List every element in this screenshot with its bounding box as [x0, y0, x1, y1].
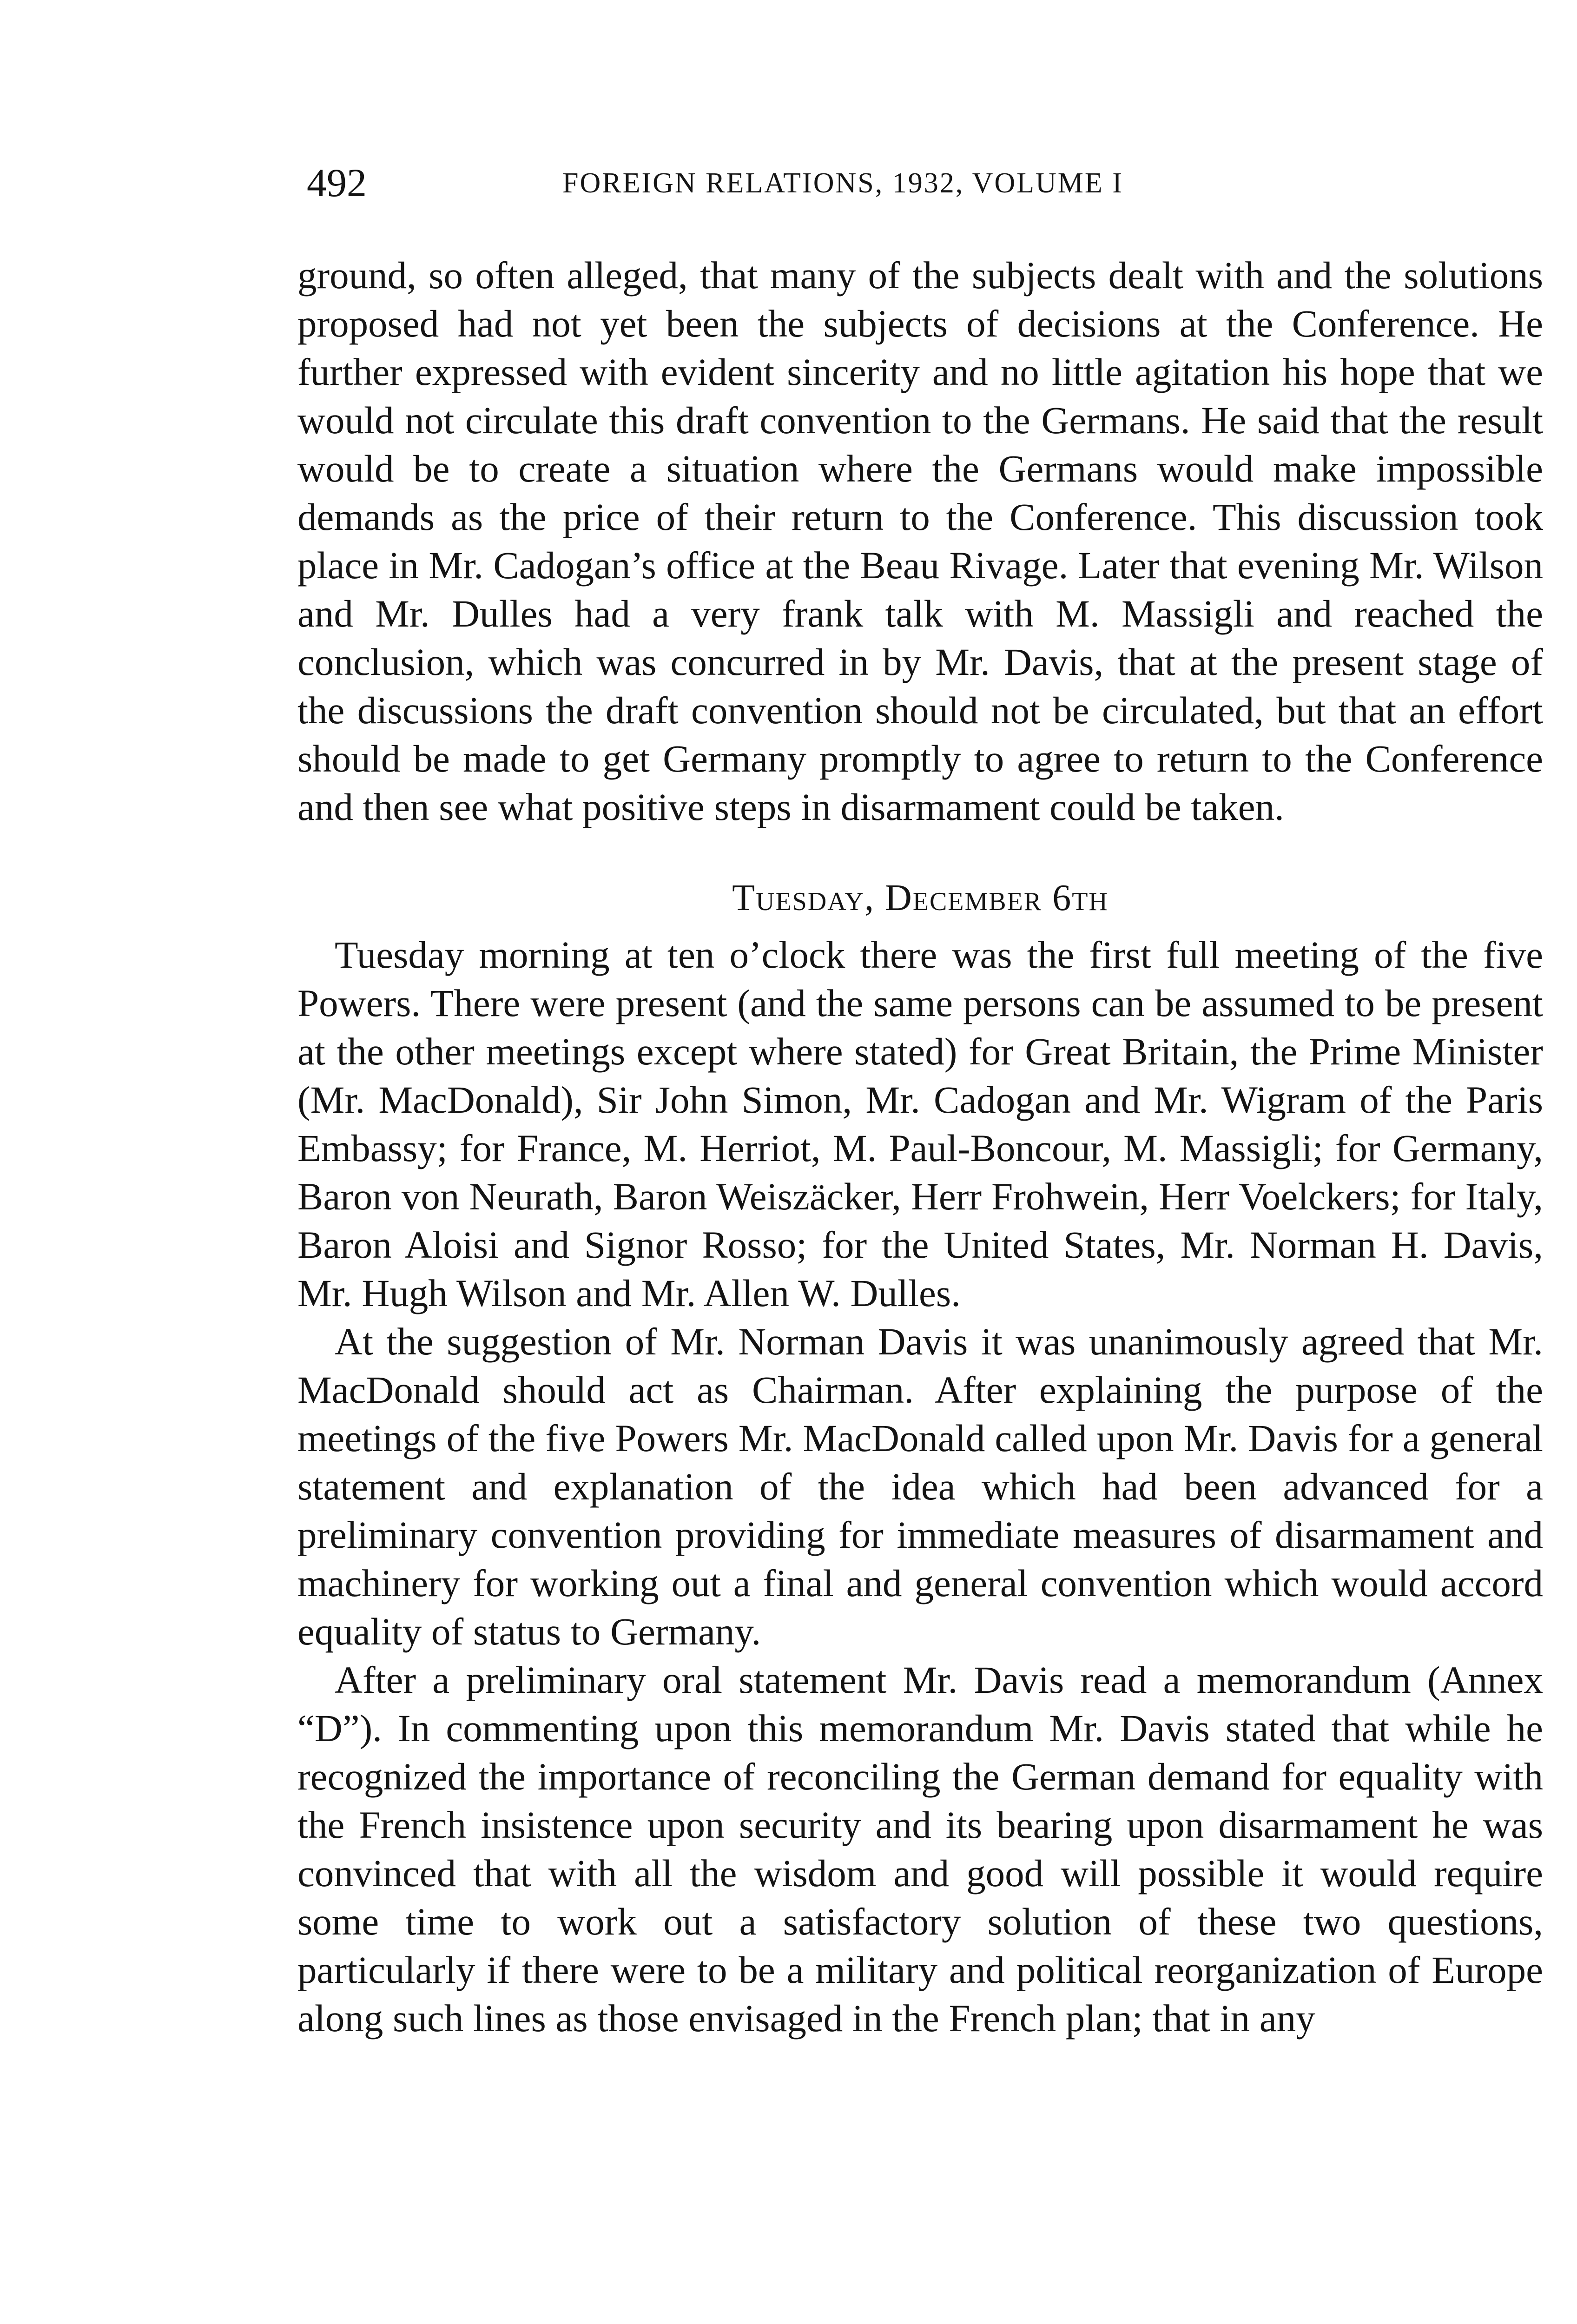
paragraph-memorandum: After a preliminary oral statement Mr. Davis read a memorandum (Annex “D”). In commenting upon this memorandum Mr. Davis stated that while he recognized the importance of reconciling the German demand for equality with the French insistence upon security and its bearing upon disarmament he was convinced that with all the wisdom and good will possible it would require some time to work out a satisfactory solution of these two questions, particularly if there were to be a military and political reorganization of Europe along such lines as those envisaged in the French plan; that in any [297, 1658, 1543, 2040]
page-number: 492 [307, 160, 367, 205]
page-body [297, 251, 1543, 2042]
running-title: FOREIGN RELATIONS, 1932, VOLUME I [562, 167, 1123, 199]
paragraph-chairman: At the suggestion of Mr. Norman Davis it was unanimously agreed that Mr. MacDonald should act as Chairman. After explaining the purpose of the meetings of the five Powers Mr. MacDonald called upon Mr. Davis for a general statement and explanation of the idea which had been advanced for a preliminary convention providing for immediate measures of disarmament and machinery for working out a final and general convention which would accord equality of status to Germany. [297, 1320, 1543, 1653]
paragraph-attendees: Tuesday morning at ten o’clock there was the first full meeting of the five Powers. There were present (and the same persons can be assumed to be present at the other meetings except where stated) for Great Britain, the Prime Minister (Mr. MacDonald), Sir John Simon, Mr. Cadogan and Mr. Wigram of the Paris Embassy; for France, M. Herriot, M. Paul-Boncour, M. Massigli; for Germany, Baron von Neurath, Baron Weiszäcker, Herr Frohwein, Herr Voelckers; for Italy, Baron Aloisi and Signor Rosso; for the United States, Mr. Norman H. Davis, Mr. Hugh Wilson and Mr. Allen W. Dulles. [297, 933, 1543, 1314]
section-heading: Tuesday, December 6th [732, 878, 1109, 918]
paragraph-continuation: ground, so often alleged, that many of the subjects dealt with and the solutions proposed had not yet been the subjects of decisions at the Conference. He further expressed with evident sincerity and no little agitation his hope that we would not circulate this draft convention to the Germans. He said that the result would be to create a situation where the Germans would make impossible demands as the price of their return to the Conference. This discussion took place in Mr. Cadogan’s office at the Beau Rivage. Later that evening Mr. Wilson and Mr. Dulles had a very frank talk with M. Massigli and reached the conclusion, which was concurred in by Mr. Davis, that at the present stage of the discussions the draft convention should not be circulated, but that an effort should be made to get Germany promptly to agree to return to the Conference and then see what positive steps in disarmament could be taken. [297, 254, 1543, 828]
page-header [307, 157, 1543, 208]
